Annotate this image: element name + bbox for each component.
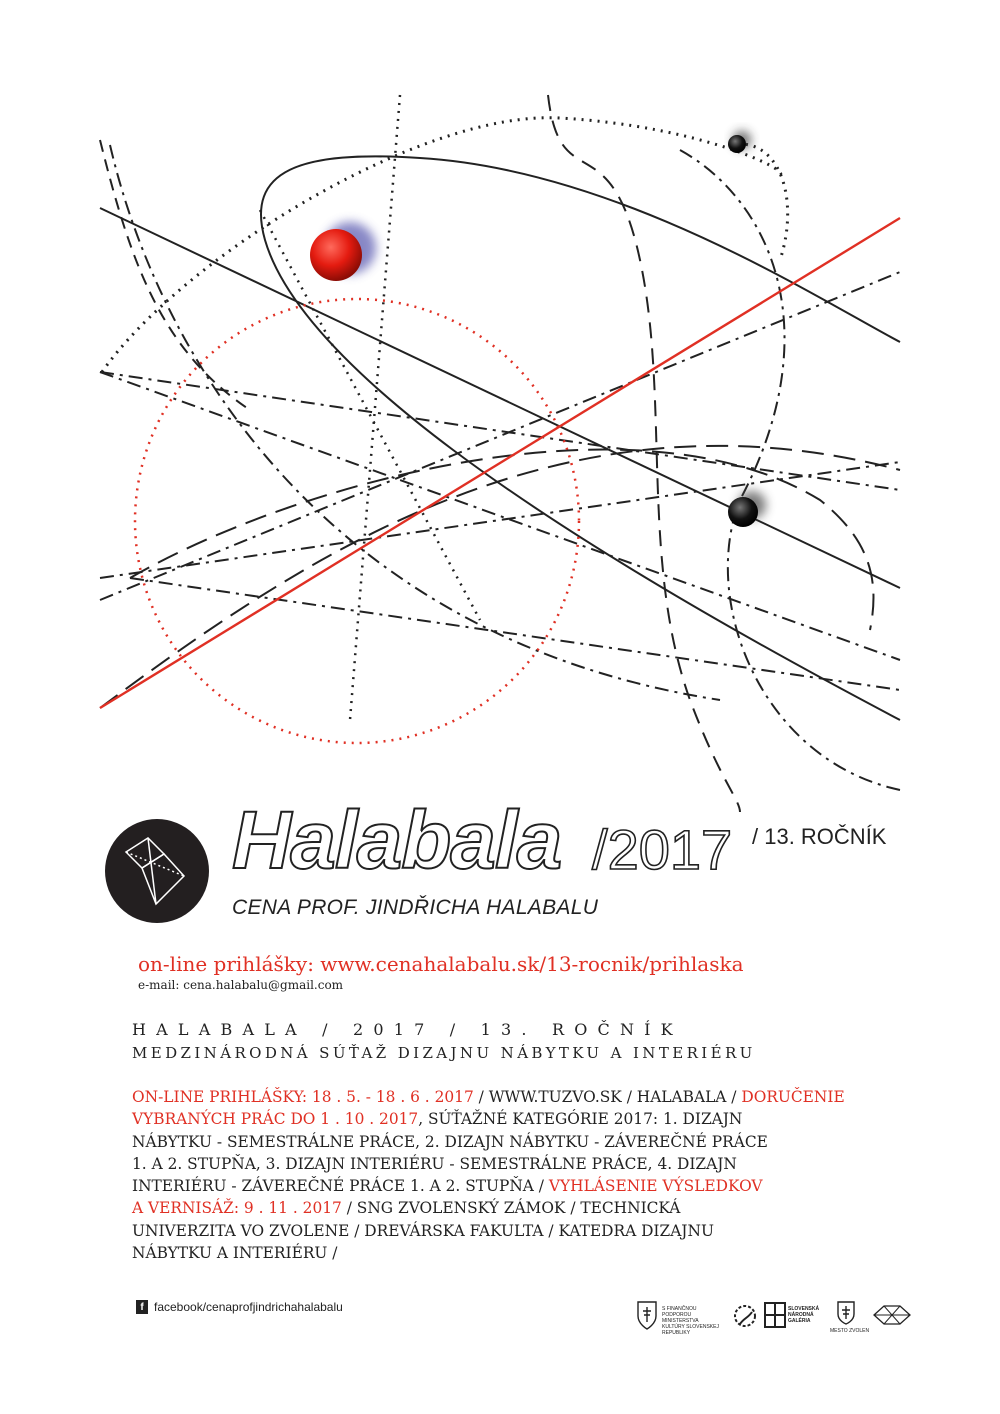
info-line: NÁBYTKU - SEMESTRÁLNE PRÁCE, 2. DIZAJN NÁBYTKU - ZÁVEREČNÉ PRÁCE: [132, 1132, 768, 1151]
registration-line: [138, 952, 744, 976]
edition-heading: HALABALA / 2017 / 13. ROČNÍK: [132, 1020, 683, 1039]
info-delivery-label: DORUČENIE: [741, 1088, 845, 1106]
dashdot-line-5: [130, 578, 900, 690]
edition-label: / 13. ROČNÍK: [752, 824, 887, 849]
ministry-support-text: S FINANČNOU PODPOROU MINISTERSTVA KULTÚRY SLOVENSKEJ REPUBLIKY: [662, 1306, 719, 1336]
dotted-diagonal-line: [260, 210, 480, 620]
info-results-label: VYHLÁSENIE VÝSLEDKOV: [548, 1177, 763, 1196]
dashed-curve-2: [130, 450, 873, 630]
info-line: [132, 1086, 922, 1108]
facebook-icon: f: [136, 1300, 148, 1314]
dashdot-curve-2: [680, 150, 900, 790]
info-line: NÁBYTKU A INTERIÉRU /: [132, 1244, 338, 1263]
year-value: 2017: [607, 818, 733, 881]
zvolen-coat-of-arms-icon: [836, 1300, 856, 1326]
info-line: [132, 1197, 922, 1219]
info-line: 1. A 2. STUPŇA, 3. DIZAJN INTERIÉRU - SEMESTRÁLNE PRÁCE, 4. DIZAJN: [132, 1154, 737, 1173]
info-block: [132, 1086, 922, 1264]
black-ball-small: [728, 135, 746, 153]
slovak-coat-of-arms-icon: [636, 1298, 658, 1332]
info-categories-end: INTERIÉRU - ZÁVEREČNÉ PRÁCE 1. A 2. STUPŇA /: [132, 1177, 549, 1196]
dashdot-line-4: [100, 372, 900, 660]
info-line: [132, 1108, 922, 1130]
info-line: [132, 1175, 922, 1197]
registration-label: on-line prihlášky:: [138, 952, 314, 976]
dashed-curve-1: [100, 446, 900, 708]
wreath-logo-icon: [732, 1300, 758, 1332]
info-categories-start: , SÚŤAŽNÉ KATEGÓRIE 2017: 1. DIZAJN: [418, 1110, 743, 1129]
facebook-link[interactable]: [136, 1300, 343, 1314]
info-venue: / SNG ZVOLENSKÝ ZÁMOK / TECHNICKÁ: [341, 1199, 681, 1218]
sng-logo-icon: [764, 1302, 786, 1328]
brand-year: [592, 818, 733, 881]
email-line[interactable]: e-mail: cena.halabalu@gmail.com: [138, 978, 344, 992]
red-ball: [310, 229, 362, 281]
partner-logos: [636, 1298, 916, 1338]
dashdot-line-1: [100, 372, 900, 490]
dashed-curve-3: [100, 140, 250, 410]
year-slash: /: [592, 818, 608, 881]
gallery-name-text: SLOVENSKÁ NÁRODNÁ GALÉRIA: [788, 1306, 820, 1324]
info-line: UNIVERZITA VO ZVOLENE / DREVÁRSKA FAKULTA / KATEDRA DIZAJNU: [132, 1221, 714, 1240]
brand-subtitle: CENA PROF. JINDŘICHA HALABALU: [232, 896, 599, 919]
competition-heading: MEDZINÁRODNÁ SÚŤAŽ DIZAJNU NÁBYTKU A INTERIÉRU: [132, 1044, 756, 1062]
info-vernissage-date: A VERNISÁŽ: 9 . 11 . 2017: [132, 1199, 342, 1218]
town-name-text: MESTO ZVOLEN: [830, 1328, 870, 1334]
info-delivery-date: VYBRANÝCH PRÁC DO 1 . 10 . 2017: [132, 1110, 419, 1129]
dotted-loop-curve: [102, 118, 788, 372]
facebook-handle[interactable]: facebook/cenaprofjindrichahalabalu: [154, 1300, 343, 1314]
solid-diagonal-line: [100, 208, 900, 588]
geometric-logo-icon: [872, 1304, 912, 1326]
info-registration-dates: ON-LINE PRIHLÁŠKY: 18 . 5. - 18 . 6 . 2017: [132, 1088, 474, 1106]
brand-title: Halabala: [232, 795, 562, 886]
dashdot-curve-1: [110, 145, 720, 700]
black-ball-large: [728, 497, 758, 527]
registration-url-link[interactable]: www.cenahalabalu.sk/13-rocnik/prihlaska: [320, 952, 744, 976]
dotted-steep-line: [350, 95, 400, 720]
halabala-logo-icon: [104, 818, 210, 924]
dashed-vertical-curve: [548, 95, 740, 812]
info-website: / WWW.TUZVO.SK / HALABALA /: [473, 1088, 742, 1106]
dashdot-line-2: [100, 272, 900, 600]
